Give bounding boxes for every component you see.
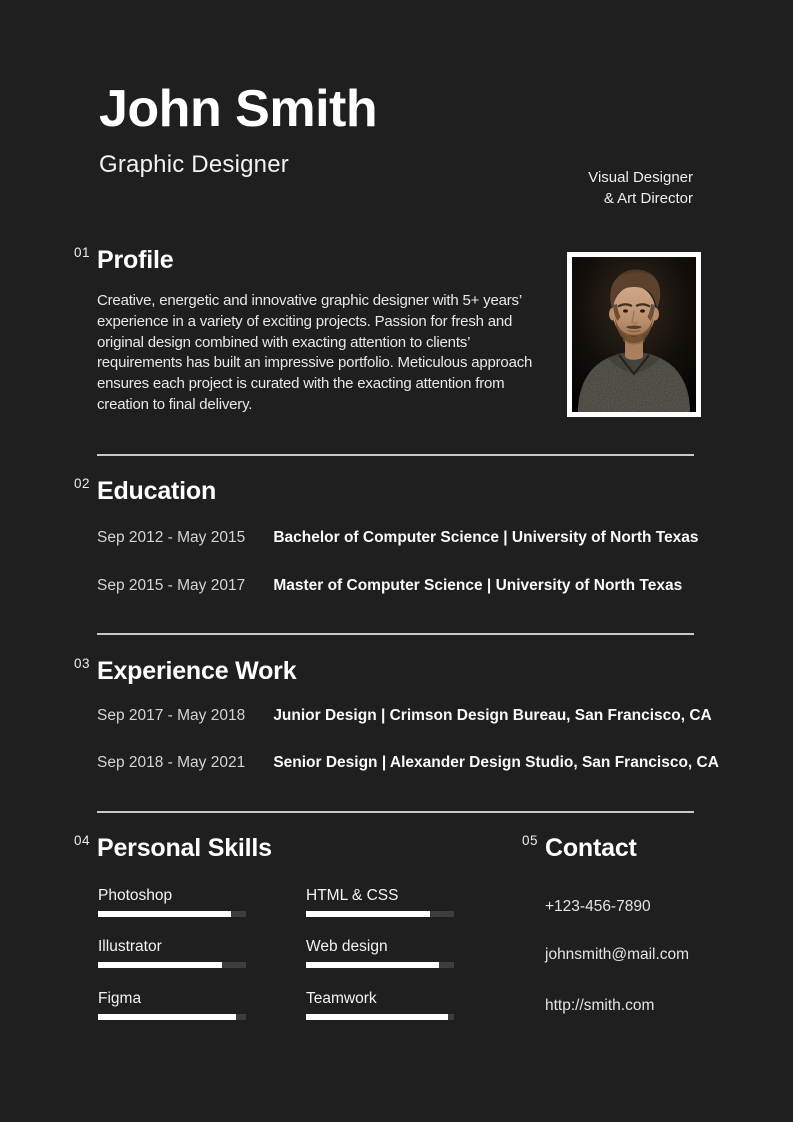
experience-section-title: Experience Work xyxy=(97,657,297,685)
skills-section-number: 04 xyxy=(74,833,91,848)
contact-email: johnsmith@mail.com xyxy=(545,946,690,963)
skill-item xyxy=(306,989,456,1020)
skill-progress-track xyxy=(306,962,454,968)
skill-progress-track xyxy=(98,962,246,968)
section-divider-2 xyxy=(97,633,694,635)
contact-section-title: Contact xyxy=(545,834,637,862)
education-degree: Bachelor of Computer Science | University of North Texas xyxy=(273,529,699,546)
experience-position: Junior Design | Crimson Design Bureau, San Francisco, CA xyxy=(273,707,712,724)
profile-text: Creative, energetic and innovative graphic designer with 5+ years’ experience in a variety of exciting projects. Passion for fresh and original design combined with exacting attention to clients’ requirements has built an impressive portfolio. Meticulous approach ensures each project is curated with the exacting attention from creation to final delivery. xyxy=(97,292,533,413)
tagline-line-1: Visual Designer xyxy=(588,169,693,186)
skill-label: Photoshop xyxy=(98,887,173,904)
skill-progress-fill xyxy=(306,911,430,917)
education-section-title: Education xyxy=(97,477,217,505)
tagline-line-2: & Art Director xyxy=(603,190,693,207)
profile-section-title: Profile xyxy=(97,246,174,274)
skill-item xyxy=(98,886,248,917)
portrait-photo-of-man xyxy=(572,257,696,412)
profile-section-heading xyxy=(74,245,174,276)
skill-progress-fill xyxy=(306,1014,448,1020)
skill-label: Web design xyxy=(306,938,388,955)
skill-label: HTML & CSS xyxy=(306,887,399,904)
contact-website: http://smith.com xyxy=(545,997,655,1014)
contact-section-number: 05 xyxy=(522,833,539,848)
experience-position: Senior Design | Alexander Design Studio, San Francisco, CA xyxy=(273,754,719,771)
skill-progress-track xyxy=(98,911,246,917)
contact-phone: +123-456-7890 xyxy=(545,898,651,915)
job-title: Graphic Designer xyxy=(99,151,289,178)
education-degree: Master of Computer Science | University of North Texas xyxy=(273,577,683,594)
education-section-heading xyxy=(74,476,217,507)
education-row xyxy=(97,528,717,547)
profile-section-number: 01 xyxy=(74,245,91,260)
experience-section-heading xyxy=(74,656,297,687)
skill-progress-track xyxy=(98,1014,246,1020)
skill-item xyxy=(98,937,248,968)
skill-progress-track xyxy=(306,911,454,917)
education-date-range: Sep 2012 - May 2015 xyxy=(97,529,246,546)
skill-label: Teamwork xyxy=(306,990,377,1007)
profile-photo xyxy=(567,252,701,417)
skill-progress-fill xyxy=(98,962,222,968)
skill-progress-track xyxy=(306,1014,454,1020)
experience-date-range: Sep 2018 - May 2021 xyxy=(97,754,246,771)
experience-row xyxy=(97,753,717,772)
skill-progress-fill xyxy=(98,911,231,917)
skill-item xyxy=(306,937,456,968)
contact-section-heading xyxy=(522,833,637,864)
skill-item xyxy=(306,886,456,917)
experience-section-number: 03 xyxy=(74,656,91,671)
education-section-number: 02 xyxy=(74,476,91,491)
skill-label: Figma xyxy=(98,990,142,1007)
experience-row xyxy=(97,706,717,725)
skills-section-heading xyxy=(74,833,272,864)
education-date-range: Sep 2015 - May 2017 xyxy=(97,577,246,594)
section-divider-3 xyxy=(97,811,694,813)
skill-progress-fill xyxy=(98,1014,236,1020)
tagline xyxy=(493,167,693,209)
skills-section-title: Personal Skills xyxy=(97,834,272,862)
experience-date-range: Sep 2017 - May 2018 xyxy=(97,707,246,724)
skill-progress-fill xyxy=(306,962,439,968)
skill-item xyxy=(98,989,248,1020)
person-name: John Smith xyxy=(99,80,378,138)
skill-label: Illustrator xyxy=(98,938,162,955)
education-row xyxy=(97,576,717,595)
section-divider-1 xyxy=(97,454,694,456)
